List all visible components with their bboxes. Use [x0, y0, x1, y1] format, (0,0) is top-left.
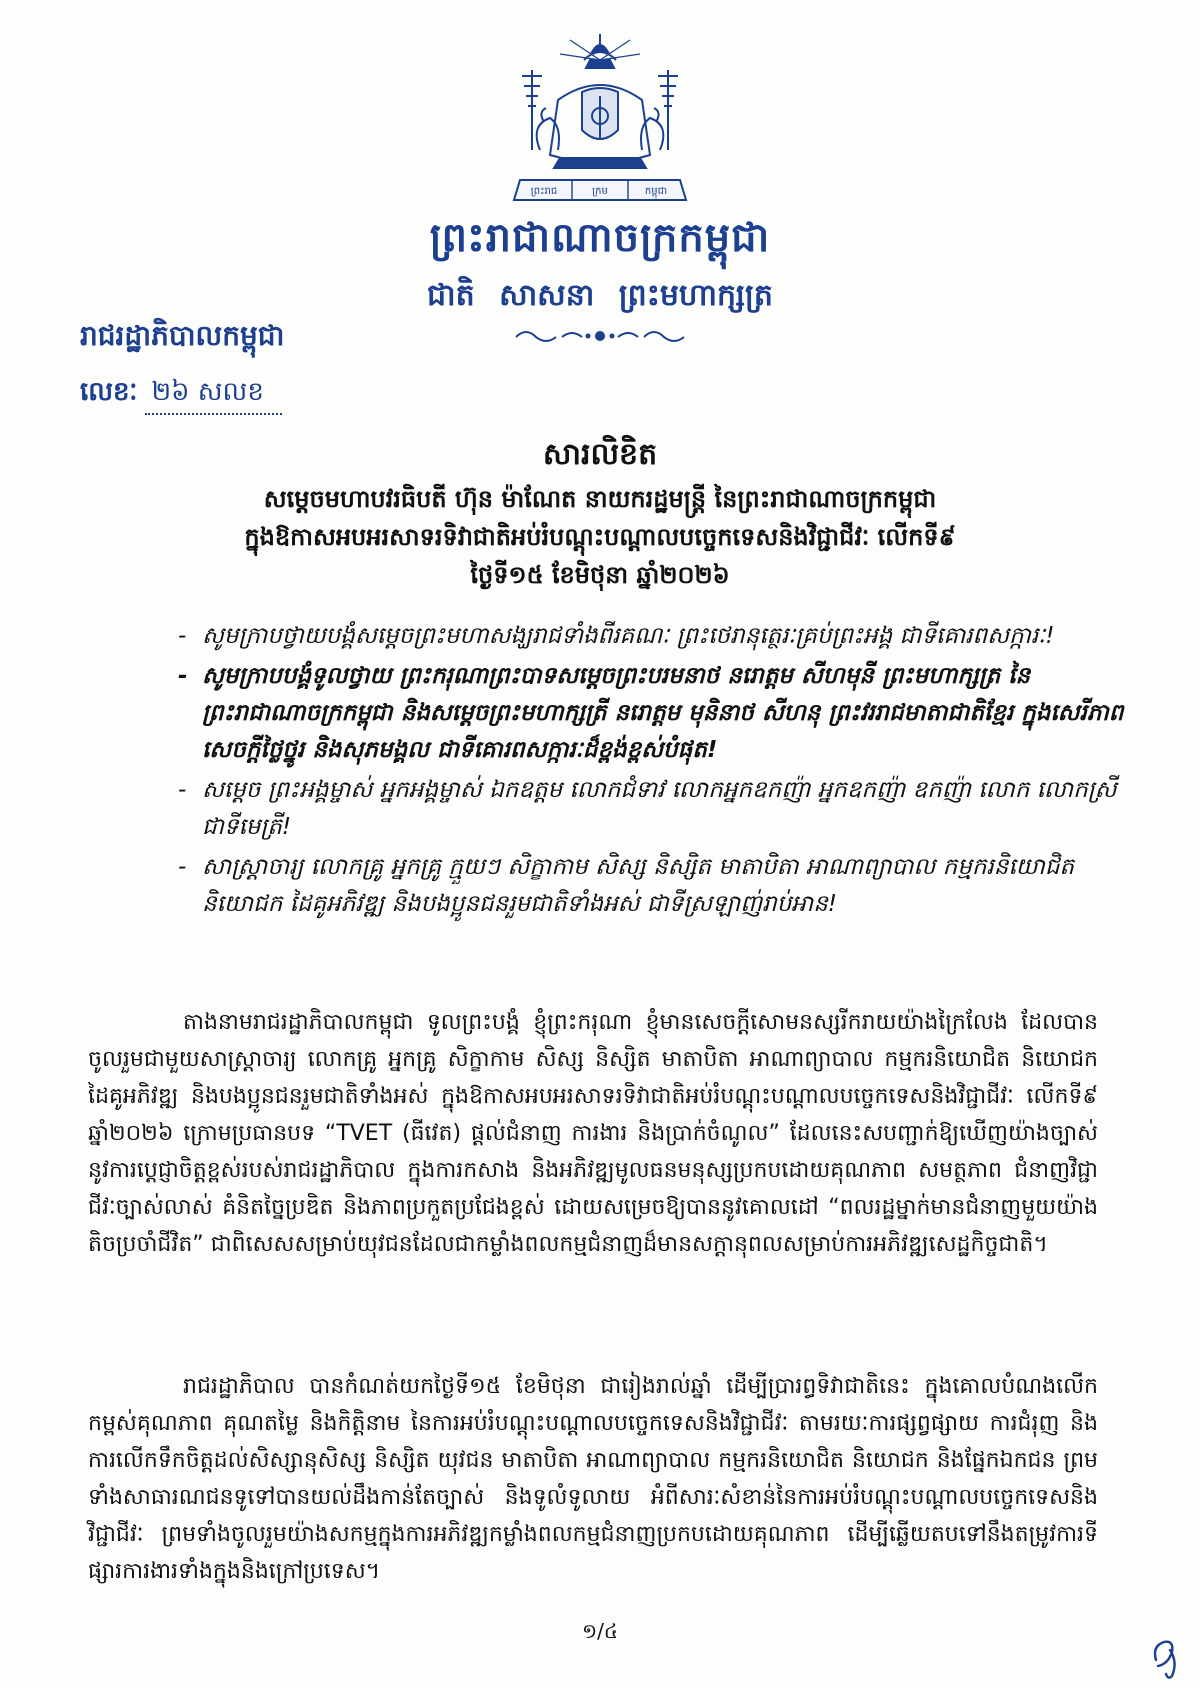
royal-arms-emblem	[500, 30, 700, 205]
salutation-item: - សាស្ត្រាចារ្យ លោកគ្រូ អ្នកគ្រូ ក្មួយៗ សិក្ខាកាម សិស្ស និស្សិត មាតាបិតា អាណាព្យាបាល កម្មករនិយោជិត និយោជក ដៃគូអភិវឌ្ឍ និងបងប្អូនជនរួមជាតិទាំងអស់ ជាទីស្រឡាញ់រាប់អាន!	[178, 849, 1128, 923]
document-number-value: ២៦ សលខ	[145, 375, 281, 415]
issuer-government: រាជរដ្ឋាភិបាលកម្ពុជា	[80, 319, 285, 352]
document-number-label: លេខៈ	[80, 377, 138, 407]
salutation-list	[178, 618, 1128, 926]
emblem-ribbon-text-2: ក្រម	[592, 186, 608, 197]
title-line-date: ថ្ងៃទី១៥ ខែមិថុនា ឆ្នាំ២០២៦	[470, 561, 730, 589]
title-line-occasion: ក្នុងឱកាសអបអរសាទរទិវាជាតិអប់រំបណ្តុះបណ្តាលបច្ចេកទេសនិងវិជ្ជាជីវៈ លើកទី៩	[244, 523, 956, 551]
kingdom-name: ព្រះរាជាណាចក្រកម្ពុជា	[429, 215, 771, 261]
salutation-item: - សូមក្រាបថ្វាយបង្គំសម្តេចព្រះមហាសង្ឃរាជទាំងពីរគណៈ ព្រះថេរានុត្ថេរៈគ្រប់ព្រះអង្គ ជាទីគោរពសក្ការៈ!	[178, 618, 1128, 655]
page-number: ១/៤	[581, 1619, 619, 1643]
title-block	[90, 430, 1110, 594]
emblem-ribbon-text-1: ព្រះរាជ	[530, 186, 558, 197]
handwritten-initial	[1148, 1630, 1184, 1680]
salutation-item: - សូមក្រាបបង្គំទូលថ្វាយ ព្រះករុណាព្រះបាទសម្តេចព្រះបរមនាថ នរោត្តម សីហមុនី ព្រះមហាក្សត្រ នៃព្រះរាជាណាចក្រកម្ពុជា និងសម្តេចព្រះមហាក្សត្រី នរោត្តម មុនិនាថ សីហនុ ព្រះវររាជមាតាជាតិខ្មែរ ក្នុងសេរីភាព សេចក្តីថ្លៃថ្នូរ និងសុភមង្គល ជាទីគោរពសក្ការៈដ៏ខ្ពង់ខ្ពស់បំផុត!	[178, 658, 1128, 769]
document-number	[80, 375, 282, 415]
document-title: សារលិខិត	[542, 437, 658, 472]
body-paragraph: តាងនាមរាជរដ្ឋាភិបាលកម្ពុជា ទូលព្រះបង្គំ ខ្ញុំព្រះករុណា ខ្ញុំមានសេចក្តីសោមនស្សរីករាយយ៉ាងក្រៃលែង ដែលបានចូលរួមជាមួយសាស្ត្រាចារ្យ លោកគ្រូ អ្នកគ្រូ សិក្ខាកាម សិស្ស និស្សិត មាតាបិតា អាណាព្យាបាល កម្មករនិយោជិត និយោជក ដៃគូអភិវឌ្ឍ និងបងប្អូនជនរួមជាតិទាំងអស់ ក្នុងឱកាសអបអរសាទរទិវាជាតិអប់រំបណ្តុះបណ្តាលបច្ចេកទេសនិងវិជ្ជាជីវៈ លើកទី៩ ឆ្នាំ២០២៦ ក្រោមប្រធានបទ “TVET (ធីវេត) ផ្តល់ជំនាញ ការងារ និងប្រាក់ចំណូល” ដែលនេះសបញ្ជាក់ឱ្យឃើញយ៉ាងច្បាស់នូវការប្តេជ្ញាចិត្តខ្ពស់របស់រាជរដ្ឋាភិបាល ក្នុងការកសាង និងអភិវឌ្ឍមូលធនមនុស្សប្រកបដោយគុណភាព សមត្ថភាព ជំនាញវិជ្ជាជីវៈច្បាស់លាស់ គំនិតច្នៃប្រឌិត និងភាពប្រកួតប្រជែងខ្ពស់ ដោយសម្រេចឱ្យបាននូវគោលដៅ “ពលរដ្ឋម្នាក់មានជំនាញមួយយ៉ាងតិចប្រចាំជីវិត” ជាពិសេសសម្រាប់យុវជនដែលជាកម្លាំងពលកម្មជំនាញដ៏មានសក្តានុពលសម្រាប់ការអភិវឌ្ឍសេដ្ឋកិច្ចជាតិ។	[88, 1010, 1098, 1257]
body-paragraph: រាជរដ្ឋាភិបាល បានកំណត់យកថ្ងៃទី១៥ ខែមិថុនា ជារៀងរាល់ឆ្នាំ ដើម្បីប្រារព្ធទិវាជាតិនេះ ក្នុងគោលបំណងលើកកម្ពស់គុណភាព គុណតម្លៃ និងកិត្តិនាម នៃការអប់រំបណ្តុះបណ្តាលបច្ចេកទេសនិងវិជ្ជាជីវៈ តាមរយៈការផ្សព្វផ្សាយ ការជំរុញ និងការលើកទឹកចិត្តដល់សិស្សានុសិស្ស និស្សិត យុវជន មាតាបិតា អាណាព្យាបាល កម្មករនិយោជិត និយោជក និងផ្នែកឯកជន ព្រមទាំងសាធារណជនទូទៅបានយល់ដឹងកាន់តែច្បាស់ និងទូលំទូលាយ អំពីសារៈសំខាន់នៃការអប់រំបណ្តុះបណ្តាលបច្ចេកទេសនិងវិជ្ជាជីវៈ ព្រមទាំងចូលរួមយ៉ាងសកម្មក្នុងការអភិវឌ្ឍកម្លាំងពលកម្មជំនាញប្រកបដោយគុណភាព ដើម្បីឆ្លើយតបទៅនឹងតម្រូវការទីផ្សារការងារទាំងក្នុងនិងក្រៅប្រទេស។	[88, 1374, 1098, 1584]
ornament-divider	[512, 325, 688, 347]
salutation-item: - សម្តេច ព្រះអង្គម្ចាស់ អ្នកអង្គម្ចាស់ ឯកឧត្តម លោកជំទាវ លោកអ្នកឧកញ៉ា អ្នកឧកញ៉ា ឧកញ៉ា លោក លោកស្រី ជាទីមេត្រី!	[178, 772, 1128, 846]
national-motto: ជាតិ សាសនា ព្រះមហាក្សត្រ	[427, 278, 773, 313]
title-line-sender: សម្តេចមហាបវរធិបតី ហ៊ុន ម៉ាណែត នាយករដ្ឋមន្ត្រី នៃព្រះរាជាណាចក្រកម្ពុជា	[263, 485, 937, 513]
emblem-ribbon-text-3: កម្ពុជា	[644, 186, 668, 197]
